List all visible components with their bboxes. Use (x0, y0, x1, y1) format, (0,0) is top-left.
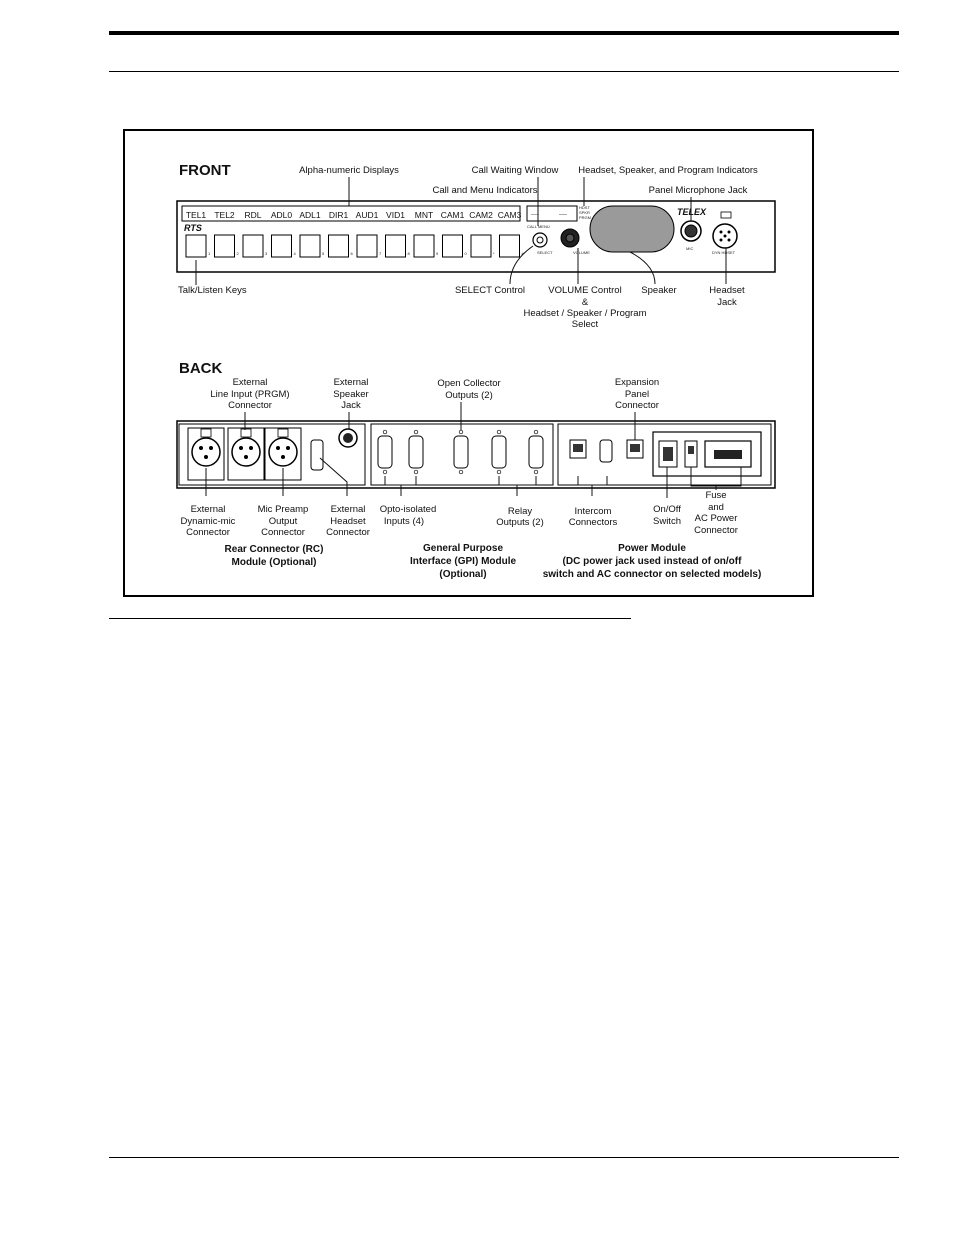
key-number: 6 (350, 251, 353, 256)
display-label: DIR1 (328, 210, 349, 220)
callout-open-collector-2: Outputs (2) (445, 390, 493, 401)
db-screw (459, 430, 463, 434)
display-label: CAM3 (497, 210, 522, 220)
db-screw (497, 430, 501, 434)
display-label: CAM2 (469, 210, 493, 220)
indicator-spkr: SPKR (579, 210, 590, 215)
talk-listen-key (386, 235, 406, 257)
module-rc-line1: Rear Connector (RC) (224, 544, 324, 555)
talk-listen-key (500, 235, 520, 257)
callout-volume-line4: Select (571, 319, 599, 330)
callout-open-collector-1: Open Collector (437, 378, 501, 389)
callout-speaker: Speaker (641, 285, 677, 296)
db-screw (414, 430, 418, 434)
callout-alpha-numeric-displays: Alpha-numeric Displays (299, 165, 399, 176)
callout-ext-line-1: External (232, 377, 268, 388)
callout-expansion-2: Panel (624, 389, 650, 400)
xlr-latch (201, 429, 211, 437)
select-label: SELECT (537, 250, 553, 255)
callout-ext-dyn-2: Dynamic-mic (180, 516, 236, 527)
db-connector (378, 436, 392, 468)
xlr-latch (241, 429, 251, 437)
db-screw (534, 470, 538, 474)
module-gpi-line3: (Optional) (439, 569, 487, 580)
xlr-connector (232, 438, 260, 466)
db-screw (497, 470, 501, 474)
callout-ext-headset-1: External (330, 504, 366, 515)
callout-headset-speaker-program-indicators: Headset, Speaker, and Program Indicators (578, 165, 758, 176)
volume-label: VOLUME (573, 250, 590, 255)
module-gpi-line2: Interface (GPI) Module (409, 556, 517, 567)
callout-intercom-1: Intercom (574, 506, 612, 517)
db-screw (534, 430, 538, 434)
key-number: 7 (379, 251, 382, 256)
db-screw (414, 470, 418, 474)
module-power-line1: Power Module (618, 543, 686, 554)
window-dashes-left: ---- (531, 212, 539, 218)
callout-call-waiting-window: Call Waiting Window (471, 165, 559, 176)
db-connector (492, 436, 506, 468)
speaker-grille (590, 206, 674, 252)
display-label: ADL0 (270, 210, 293, 220)
callout-ext-speaker-2: Speaker (333, 389, 369, 400)
callout-ext-speaker-1: External (333, 377, 369, 388)
callout-volume-line3: Headset / Speaker / Program (523, 308, 647, 319)
window-dashes-right: ---- (559, 212, 567, 218)
key-number: 4 (293, 251, 296, 256)
display-label: TEL1 (185, 210, 207, 220)
talk-listen-key (243, 235, 263, 257)
talk-listen-key (471, 235, 491, 257)
mic-label: MIC (686, 246, 694, 251)
callout-ext-dyn-3: Connector (186, 527, 230, 538)
xlr-connector (192, 438, 220, 466)
module-power-line3: switch and AC connector on selected models) (542, 569, 762, 580)
talk-listen-key (329, 235, 349, 257)
callout-headset-jack-line1: Headset (709, 285, 745, 296)
callout-opto-2: Inputs (4) (383, 516, 425, 527)
xlr-pin (286, 446, 290, 450)
talk-listen-key (186, 235, 206, 257)
callout-ext-speaker-3: Jack (341, 400, 361, 411)
xlr-pin (281, 455, 285, 459)
db-screw (459, 470, 463, 474)
display-label: AUD1 (355, 210, 379, 220)
indicator-prgm: PRGM (579, 215, 591, 220)
call-menu-indicator-label: CALL MENU (527, 224, 550, 229)
back-heading: BACK (179, 360, 223, 377)
db-screw (383, 470, 387, 474)
callout-relay-2: Outputs (2) (496, 517, 544, 528)
callout-fuse-3: AC Power (694, 513, 738, 524)
dyn-headset-label: DYN HDSET (712, 250, 736, 255)
callout-ext-dyn-1: External (190, 504, 226, 515)
callout-headset-jack-line2: Jack (717, 297, 737, 308)
callout-select-control: SELECT Control (454, 285, 526, 296)
callout-fuse-4: Connector (694, 525, 738, 536)
callout-mic-preamp-2: Output (268, 516, 298, 527)
external-headset-connector (311, 440, 323, 470)
display-label: MNT (414, 210, 434, 220)
callout-ext-headset-3: Connector (326, 527, 370, 538)
display-label: RDL (244, 210, 262, 220)
telex-logo: TELEX (677, 207, 707, 217)
display-label: ADL1 (299, 210, 321, 220)
db-screw (383, 430, 387, 434)
key-number: 0 (464, 251, 467, 256)
xlr-pin (209, 446, 213, 450)
talk-listen-key (300, 235, 320, 257)
db-connector (454, 436, 468, 468)
xlr-pin (239, 446, 243, 450)
key-number: 8 (407, 251, 410, 256)
xlr-latch (278, 429, 288, 437)
callout-relay-1: Relay (507, 506, 533, 517)
callout-fuse-2: and (708, 502, 724, 513)
db-connector (409, 436, 423, 468)
callout-ext-headset-2: Headset (330, 516, 366, 527)
key-number: 3 (265, 251, 268, 256)
callout-call-menu-indicators: Call and Menu Indicators (432, 185, 538, 196)
callout-expansion-1: Expansion (614, 377, 660, 388)
callout-expansion-3: Connector (615, 400, 659, 411)
key-number: 2 (236, 251, 239, 256)
xlr-pin (276, 446, 280, 450)
xlr-pin (204, 455, 208, 459)
callout-onoff-1: On/Off (653, 504, 681, 515)
xlr-connectors (188, 428, 301, 480)
key-number: 5 (322, 251, 325, 256)
xlr-pin (199, 446, 203, 450)
display-label: TEL2 (214, 210, 235, 220)
key-number: # (521, 251, 524, 256)
callout-panel-microphone-jack: Panel Microphone Jack (648, 185, 748, 196)
talk-listen-key (272, 235, 292, 257)
talk-listen-key (414, 235, 434, 257)
callout-fuse-1: Fuse (705, 490, 727, 501)
front-heading: FRONT (179, 162, 231, 179)
module-gpi-line1: General Purpose (422, 543, 504, 554)
module-power-line2: (DC power jack used instead of on/off (562, 556, 742, 567)
display-label: CAM1 (440, 210, 465, 220)
callout-mic-preamp-1: Mic Preamp (257, 504, 309, 515)
footer-rule (109, 1157, 899, 1158)
key-number: 1 (208, 251, 211, 256)
callout-volume-line1: VOLUME Control (548, 285, 622, 296)
callout-ext-line-2: Line Input (PRGM) (210, 389, 290, 400)
key-number: * (493, 251, 495, 256)
intercom-db-connector (600, 440, 612, 462)
xlr-pin (244, 455, 248, 459)
callout-intercom-2: Connectors (568, 517, 618, 528)
xlr-connector (269, 438, 297, 466)
xlr-pin (249, 446, 253, 450)
key-number: 9 (436, 251, 439, 256)
callout-ext-line-3: Connector (228, 400, 272, 411)
callout-mic-preamp-3: Connector (261, 527, 305, 538)
module-rc-line2: Module (Optional) (231, 557, 317, 568)
indicator-hdst: HDST (579, 205, 590, 210)
talk-listen-key (443, 235, 463, 257)
caption-rule (109, 618, 631, 619)
talk-listen-key (357, 235, 377, 257)
callout-talk-listen-keys: Talk/Listen Keys (178, 285, 247, 296)
display-label: VID1 (386, 210, 405, 220)
rts-logo: RTS (184, 223, 202, 233)
callout-opto-1: Opto-isolated (379, 504, 437, 515)
callout-volume-line2: & (581, 297, 589, 308)
callout-onoff-2: Switch (653, 516, 681, 527)
talk-listen-key (215, 235, 235, 257)
db-connector (529, 436, 543, 468)
